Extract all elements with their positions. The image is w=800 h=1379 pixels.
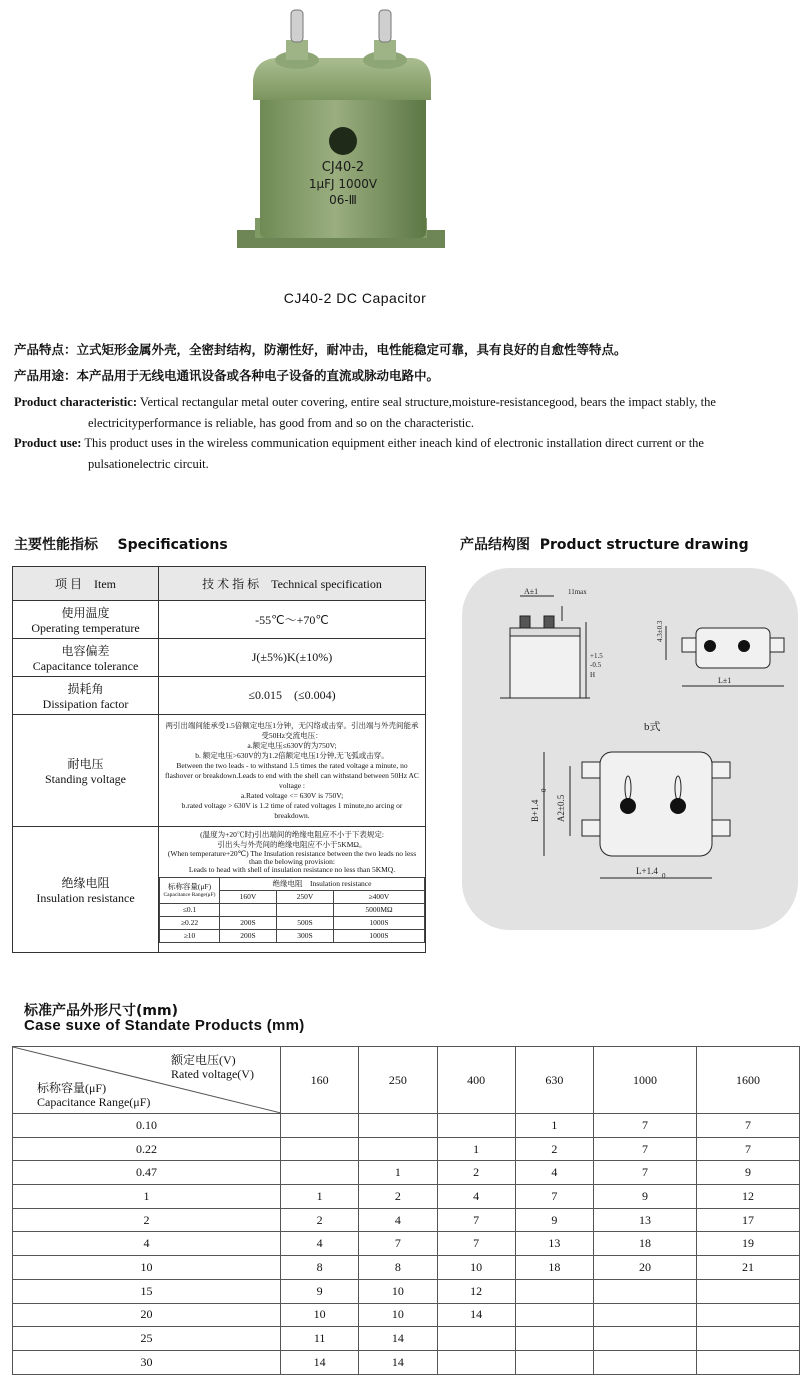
spec-col-value: 技 术 指 标 Technical specification	[159, 567, 426, 601]
size-cell: 7	[594, 1114, 697, 1138]
case-heading-en: Case suxe of Standate Products (mm)	[24, 1017, 305, 1034]
capacitance-cell: 4	[13, 1232, 281, 1256]
size-cell	[696, 1327, 799, 1351]
insulation-text2: 引出头与外壳间的绝缘电阻应不小于5KMΩ。	[217, 840, 367, 849]
ins-row	[160, 917, 425, 930]
ins-row	[160, 904, 425, 917]
size-cell: 4	[437, 1185, 515, 1209]
size-cell: 13	[594, 1208, 697, 1232]
size-cell	[594, 1303, 697, 1327]
ins-val	[220, 904, 277, 917]
table-corner-header	[13, 1047, 280, 1113]
product-caption: CJ40-2 DC Capacitor	[283, 290, 427, 306]
en-use-label: Product use:	[14, 436, 82, 450]
size-cell: 14	[437, 1303, 515, 1327]
size-cell: 9	[594, 1185, 697, 1209]
capacitance-cell: 15	[13, 1279, 281, 1303]
size-cell: 20	[594, 1256, 697, 1280]
standing-text-en1: Between the two leads - to withstand 1.5 times the rated voltage a minute, no flashover or breakdown.Leads to end with the shell can withstand between 50Hz AC voltage :	[165, 760, 419, 790]
cap-range-cn: 标称容量(μF)	[37, 1081, 107, 1095]
capacitance-cell: 25	[13, 1327, 281, 1351]
table-row	[13, 1279, 800, 1303]
ins-val: 500S	[276, 917, 333, 930]
spec-col-item: 项 目 Item	[13, 567, 159, 601]
standing-text-en2: a.Rated voltage <= 630V is 750V;	[240, 790, 344, 800]
case-table-body	[13, 1114, 800, 1375]
insulation-text1: (温度为+20℃时)引出端间的绝缘电阻应不小于下表规定:	[200, 830, 384, 839]
capacitance-cell: 0.22	[13, 1137, 281, 1161]
table-row	[13, 1256, 800, 1280]
capacitance-cell: 0.10	[13, 1114, 281, 1138]
insulation-text4: Leads to head with shell of insulation resistance no less than 5KMQ.	[188, 865, 396, 874]
size-cell: 2	[515, 1137, 593, 1161]
dim-b0: 0	[540, 788, 548, 792]
size-cell: 7	[696, 1114, 799, 1138]
table-row	[13, 1208, 800, 1232]
voltage-header: 400	[437, 1047, 515, 1114]
spec-table	[12, 566, 426, 953]
cap-range-en: Capacitance Range(μF)	[37, 1095, 151, 1109]
en-feature-label: Product characteristic:	[14, 395, 137, 409]
size-cell: 19	[696, 1232, 799, 1256]
size-cell: 10	[281, 1303, 359, 1327]
spec-row-en: Capacitance tolerance	[32, 658, 139, 673]
en-feature-block	[14, 392, 800, 434]
voltage-header: 1600	[696, 1047, 799, 1114]
spec-row-value: -55℃～+70℃	[159, 601, 426, 639]
spec-row-cn: 使用温度	[61, 605, 110, 620]
size-cell: 17	[696, 1208, 799, 1232]
dim-a: A±1	[524, 587, 539, 596]
capacitor-photo	[225, 8, 465, 258]
en-use-text2: pulsationelectric circuit.	[88, 457, 209, 471]
size-cell	[281, 1114, 359, 1138]
b-style-label: b式	[644, 721, 661, 733]
size-cell: 9	[515, 1208, 593, 1232]
dim-l14: L+1.4	[636, 866, 658, 876]
table-row	[13, 1161, 800, 1185]
structure-drawing	[460, 566, 800, 932]
size-cell	[515, 1327, 593, 1351]
size-cell: 1	[359, 1161, 437, 1185]
size-cell: 7	[437, 1232, 515, 1256]
standing-text-cn1: 两引出端间能承受1.5倍额定电压1分钟，无闪络或击穿。引出端与外壳间能承受50Hz交流电压：	[165, 720, 419, 740]
cn-use-text: 产品用途：本产品用于无线电通讯设备或各种电子设备的直流或脉动电路中。	[14, 368, 440, 383]
size-cell: 4	[281, 1232, 359, 1256]
size-cell: 14	[359, 1350, 437, 1374]
ins-val: 300S	[276, 930, 333, 943]
capacitance-cell: 30	[13, 1350, 281, 1374]
dim-h2: -0.5	[590, 661, 602, 669]
capacitor-marking-line3: 06-Ⅲ	[329, 193, 357, 207]
size-cell	[515, 1303, 593, 1327]
spec-row-cn: 电容偏差	[61, 643, 110, 658]
size-cell: 21	[696, 1256, 799, 1280]
size-cell: 12	[696, 1185, 799, 1209]
size-cell	[696, 1303, 799, 1327]
dim-11max: 11max	[568, 588, 587, 596]
capacitance-cell: 20	[13, 1303, 281, 1327]
spec-row	[13, 677, 426, 715]
ins-row	[160, 930, 425, 943]
ins-hdr-cap-en: Capacitance Range(μF)	[163, 891, 216, 898]
dim-h3: H	[590, 671, 596, 679]
size-cell: 2	[437, 1161, 515, 1185]
size-cell: 9	[281, 1279, 359, 1303]
spec-row-en: Dissipation factor	[42, 696, 129, 711]
size-cell: 2	[281, 1208, 359, 1232]
en-use-text1: This product uses in the wireless communication equipment either ineach kind of electronic installation direct current or the	[81, 436, 704, 450]
spec-row	[13, 601, 426, 639]
ins-cap: ≥0.22	[160, 917, 220, 930]
capacitance-cell: 10	[13, 1256, 281, 1280]
ins-volt: 250V	[276, 891, 333, 904]
drawing-heading: 产品结构图 Product structure drawing	[460, 537, 749, 553]
size-cell: 7	[594, 1161, 697, 1185]
ins-val: 5000MΩ	[333, 904, 424, 917]
size-cell: 11	[281, 1327, 359, 1351]
size-cell: 10	[359, 1279, 437, 1303]
standing-text-en3: b.rated voltage > 630V is 1.2 time of rated voltages 1 minute,no arcing or breakdown.	[181, 800, 403, 820]
spec-row-insulation	[13, 827, 426, 953]
en-feature-text2: electricityperformance is reliable, has good from and so on the characteristic.	[88, 416, 474, 430]
en-feature-text1: Vertical rectangular metal outer covering, entire seal structure,moisture-resistancegood, bears the impact stably, the	[137, 395, 716, 409]
case-size-table	[12, 1046, 800, 1375]
dim-l: L±1	[718, 676, 732, 685]
spec-row-en: Operating temperature	[31, 620, 140, 635]
capacitance-cell: 1	[13, 1185, 281, 1209]
size-cell	[437, 1114, 515, 1138]
size-cell	[594, 1279, 697, 1303]
size-cell: 13	[515, 1232, 593, 1256]
size-cell: 7	[594, 1137, 697, 1161]
spec-row-cn: 损耗角	[67, 681, 104, 696]
standing-cn: 耐电压	[67, 756, 104, 771]
size-cell: 14	[359, 1327, 437, 1351]
en-use-block	[14, 433, 800, 475]
size-cell: 9	[696, 1161, 799, 1185]
size-cell: 1	[281, 1185, 359, 1209]
ins-cap: ≥10	[160, 930, 220, 943]
table-row	[13, 1114, 800, 1138]
ins-volt: 160V	[220, 891, 277, 904]
insulation-en: Insulation resistance	[36, 890, 135, 905]
ins-val	[276, 904, 333, 917]
table-row	[13, 1185, 800, 1209]
size-cell	[437, 1327, 515, 1351]
spec-row-standing	[13, 715, 426, 827]
capacitor-marking-line1: CJ40-2	[321, 160, 365, 175]
size-cell: 7	[696, 1137, 799, 1161]
size-cell: 1	[515, 1114, 593, 1138]
size-cell	[515, 1279, 593, 1303]
ins-val: 1000S	[333, 917, 424, 930]
voltage-header: 160	[281, 1047, 359, 1114]
ins-val: 1000S	[333, 930, 424, 943]
voltage-header: 250	[359, 1047, 437, 1114]
size-cell	[594, 1327, 697, 1351]
size-cell	[696, 1350, 799, 1374]
size-cell	[281, 1161, 359, 1185]
voltage-header: 630	[515, 1047, 593, 1114]
standing-en: Standing voltage	[45, 771, 126, 786]
size-cell	[696, 1279, 799, 1303]
ins-volt: ≥400V	[333, 891, 424, 904]
rated-voltage-en: Rated voltage(V)	[171, 1067, 254, 1081]
table-row	[13, 1327, 800, 1351]
size-cell	[515, 1350, 593, 1374]
capacitor-marking-line2: 1μFJ 1000V	[308, 177, 378, 191]
rated-voltage-cn: 额定电压(V)	[171, 1053, 236, 1067]
dim-l0: 0	[662, 872, 666, 880]
insulation-cn: 绝缘电阻	[61, 875, 110, 890]
standing-text-cn3: b. 额定电压>630V的为1.2倍额定电压1分钟,无飞弧或击穿。	[195, 750, 389, 760]
dim-b: B+1.4	[530, 799, 540, 822]
dim-a2: A2±0.5	[556, 794, 566, 822]
size-cell: 10	[359, 1303, 437, 1327]
insulation-table	[159, 877, 425, 943]
ins-val: 200S	[220, 917, 277, 930]
spec-row-value: ≤0.015 (≤0.004)	[159, 677, 426, 715]
dim-h1: +1.5	[590, 652, 603, 660]
size-cell	[359, 1114, 437, 1138]
capacitance-cell: 0.47	[13, 1161, 281, 1185]
spec-row	[13, 639, 426, 677]
voltage-header: 1000	[594, 1047, 697, 1114]
size-cell: 18	[515, 1256, 593, 1280]
size-cell: 1	[437, 1137, 515, 1161]
size-cell: 18	[594, 1232, 697, 1256]
size-cell: 8	[281, 1256, 359, 1280]
size-cell: 10	[437, 1256, 515, 1280]
size-cell	[594, 1350, 697, 1374]
ins-val: 200S	[220, 930, 277, 943]
dim-43: 4.3±0.3	[656, 620, 664, 642]
table-row	[13, 1137, 800, 1161]
size-cell	[359, 1137, 437, 1161]
case-heading-cn: 标准产品外形尺寸(mm)	[24, 1003, 178, 1019]
size-cell: 4	[515, 1161, 593, 1185]
size-cell: 7	[437, 1208, 515, 1232]
size-cell: 14	[281, 1350, 359, 1374]
size-cell: 8	[359, 1256, 437, 1280]
size-cell: 4	[359, 1208, 437, 1232]
size-cell: 2	[359, 1185, 437, 1209]
standing-text-cn2: a.额定电压≤630V的为750V;	[247, 740, 337, 750]
size-cell	[281, 1137, 359, 1161]
cn-feature-text: 产品特点：立式矩形金属外壳，全密封结构，防潮性好，耐冲击，电性能稳定可靠，具有良好的自愈性等特点。	[14, 342, 627, 357]
table-row	[13, 1303, 800, 1327]
spec-heading: 主要性能指标 Specifications	[14, 537, 228, 553]
insulation-text3: (When temperature+20℃) The Insulation resistance between the two leads no less than the belowing provision:	[167, 849, 417, 866]
ins-hdr-cap: 标称容量(μF)	[167, 881, 212, 891]
table-row	[13, 1232, 800, 1256]
ins-hdr-res: 绝缘电阻 Insulation resistance	[220, 878, 425, 891]
capacitance-cell: 2	[13, 1208, 281, 1232]
table-row	[13, 1350, 800, 1374]
size-cell	[437, 1350, 515, 1374]
size-cell: 7	[515, 1185, 593, 1209]
ins-cap: ≤0.1	[160, 904, 220, 917]
size-cell: 12	[437, 1279, 515, 1303]
spec-row-value: J(±5%)K(±10%)	[159, 639, 426, 677]
size-cell: 7	[359, 1232, 437, 1256]
